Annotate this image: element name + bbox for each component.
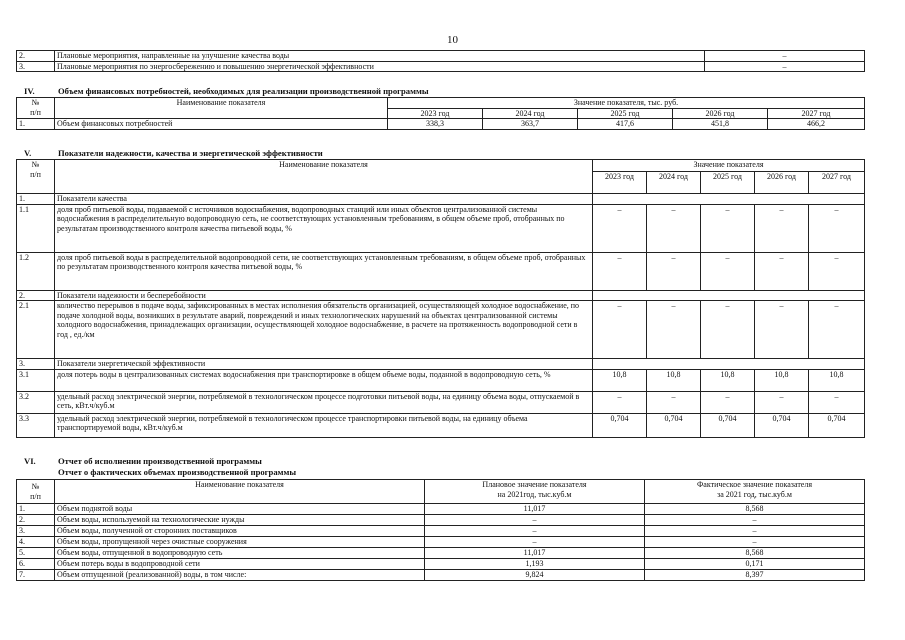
group-spacer: [593, 194, 865, 205]
header-num: № п/п: [17, 160, 55, 194]
row-fact: –: [645, 537, 865, 548]
header-row: [17, 480, 865, 504]
row-value: 0,704: [701, 413, 755, 437]
section6-title: Отчет об исполнении производственной программы: [58, 456, 262, 466]
row-value: –: [593, 301, 647, 359]
row-value: –: [701, 204, 755, 252]
row-number: 1.: [17, 119, 55, 130]
row-plan: 11,017: [425, 504, 645, 515]
table-row: [17, 61, 865, 72]
table-row: [17, 570, 865, 581]
header-name: Наименование показателя: [55, 160, 593, 194]
row-name: Объем воды, пропущенной через очистные сооружения: [55, 537, 425, 548]
row-name: Плановые мероприятия, направленные на улучшение качества воды: [55, 51, 705, 62]
row-value: –: [647, 252, 701, 290]
row-number: 3.2: [17, 391, 55, 413]
row-value: 10,8: [809, 369, 865, 391]
table-top-continuation: [16, 50, 865, 72]
group-name: Показатели энергетической эффективности: [55, 359, 593, 370]
row-number: 2.1: [17, 301, 55, 359]
row-name: Объем поднятой воды: [55, 504, 425, 515]
header-year: 2023 год: [593, 172, 647, 194]
row-value: –: [647, 204, 701, 252]
row-fact: 8,397: [645, 570, 865, 581]
row-name: Объем финансовых потребностей: [55, 119, 388, 130]
row-fact: –: [645, 515, 865, 526]
row-number: 2.: [17, 51, 55, 62]
section5-heading: V. Показатели надежности, качества и энергетической эффективности: [24, 148, 323, 158]
row-value: 338,3: [388, 119, 483, 130]
row-number: 2.: [17, 290, 55, 301]
row-value: 10,8: [755, 369, 809, 391]
row-plan: –: [425, 537, 645, 548]
row-value: –: [705, 51, 865, 62]
header-year: 2025 год: [701, 172, 755, 194]
row-value: 10,8: [593, 369, 647, 391]
header-year: 2026 год: [755, 172, 809, 194]
row-value: –: [701, 252, 755, 290]
row-value: –: [647, 391, 701, 413]
row-number: 3.: [17, 526, 55, 537]
header-fact: Фактическое значение показателя за 2021 год, тыс.куб.м: [645, 480, 865, 504]
row-plan: 1,193: [425, 559, 645, 570]
section6-subtitle: Отчет о фактических объемах производственной программы: [58, 467, 297, 477]
row-fact: –: [645, 526, 865, 537]
header-year: 2026 год: [673, 108, 768, 119]
group-name: Показатели качества: [55, 194, 593, 205]
row-value: 417,6: [578, 119, 673, 130]
row-value: –: [593, 252, 647, 290]
row-plan: –: [425, 526, 645, 537]
group-row: [17, 290, 865, 301]
row-value: 466,2: [768, 119, 865, 130]
row-number: 3.1: [17, 369, 55, 391]
header-year: 2027 год: [809, 172, 865, 194]
row-value: 0,704: [809, 413, 865, 437]
header-name: Наименование показателя: [55, 480, 425, 504]
section6-heading: VI. Отчет об исполнении производственной программы: [24, 456, 262, 466]
row-value: 0,704: [647, 413, 701, 437]
row-value: –: [755, 252, 809, 290]
row-value: –: [593, 204, 647, 252]
row-plan: 11,017: [425, 548, 645, 559]
row-value: 451,8: [673, 119, 768, 130]
row-name: доля проб питьевой воды в распределительной водопроводной сети, не соответствующих установленным требованиям, в общем объеме проб, отобранных по результатам производственного контроля качества питьевой воды, %: [55, 252, 593, 290]
header-year: 2023 год: [388, 108, 483, 119]
header-year: 2025 год: [578, 108, 673, 119]
section5-title: Показатели надежности, качества и энергетической эффективности: [58, 148, 323, 158]
row-plan: 9,824: [425, 570, 645, 581]
page-number: 10: [447, 34, 458, 46]
row-name: количество перерывов в подаче воды, зафиксированных в местах исполнения обязательств организацией, осуществляющей холодное водоснабжение, по подаче холодной воды, возникших в результате аварий, повреждений и иных технологических нарушений на объектах централизованной системы холодного водоснабжения, принадлежащих организации, осуществляющей холодное водоснабжение, в расчете на протяженность водопроводной сети в год , ед./км: [55, 301, 593, 359]
row-plan: –: [425, 515, 645, 526]
row-fact: 8,568: [645, 548, 865, 559]
group-name: Показатели надежности и бесперебойности: [55, 290, 593, 301]
section4-heading: IV. Объем финансовых потребностей, необходимых для реализации производственной программы: [24, 86, 429, 96]
row-number: 3.: [17, 61, 55, 72]
row-value: –: [809, 301, 865, 359]
row-name: Плановые мероприятия по энергосбережению и повышению энергетической эффективности: [55, 61, 705, 72]
row-value: –: [705, 61, 865, 72]
row-number: 2.: [17, 515, 55, 526]
row-name: Объем отпущенной (реализованной) воды, в том числе:: [55, 570, 425, 581]
row-name: доля потерь воды в централизованных системах водоснабжения при транспортировке в общем объеме воды, поданной в водопроводную сеть, %: [55, 369, 593, 391]
row-number: 7.: [17, 570, 55, 581]
header-num: № п/п: [17, 98, 55, 119]
header-year: 2024 год: [483, 108, 578, 119]
table-row: [17, 204, 865, 252]
row-name: удельный расход электрической энергии, потребляемой в технологическом процессе транспортировки питьевой воды, на единицу объема транспортируемой воды, кВт.ч/куб.м: [55, 413, 593, 437]
row-value: –: [809, 391, 865, 413]
row-number: 1.2: [17, 252, 55, 290]
table-row: [17, 369, 865, 391]
group-spacer: [593, 359, 865, 370]
row-number: 3.3: [17, 413, 55, 437]
row-value: –: [755, 391, 809, 413]
header-name: Наименование показателя: [55, 98, 388, 119]
table-row: [17, 119, 865, 130]
row-name: Объем воды, отпущенной в водопроводную сеть: [55, 548, 425, 559]
header-row: [17, 160, 865, 172]
group-row: [17, 359, 865, 370]
group-spacer: [593, 290, 865, 301]
row-value: 10,8: [701, 369, 755, 391]
row-value: –: [593, 391, 647, 413]
table-row: [17, 504, 865, 515]
header-year: 2027 год: [768, 108, 865, 119]
row-value: 0,704: [593, 413, 647, 437]
row-number: 1.: [17, 194, 55, 205]
row-name: Объем воды, полученной от сторонних поставщиков: [55, 526, 425, 537]
table-row: [17, 537, 865, 548]
row-value: 363,7: [483, 119, 578, 130]
row-number: 1.: [17, 504, 55, 515]
row-number: 4.: [17, 537, 55, 548]
row-name: Объем потерь воды в водопроводной сети: [55, 559, 425, 570]
row-name: доля проб питьевой воды, подаваемой с источников водоснабжения, водопроводных станций или иных объектов централизованной системы водоснабжения в распределительную водопроводную сеть, не соответствующих установленным требованиям, в общем объеме проб, отобранных по результатам производственного контроля качества питьевой воды, %: [55, 204, 593, 252]
table-row: [17, 252, 865, 290]
row-value: –: [701, 301, 755, 359]
row-value: –: [755, 204, 809, 252]
row-value: –: [809, 252, 865, 290]
table-row: [17, 391, 865, 413]
group-row: [17, 194, 865, 205]
row-number: 3.: [17, 359, 55, 370]
row-value: 10,8: [647, 369, 701, 391]
table-financial-needs: [16, 97, 865, 130]
table-row: [17, 526, 865, 537]
header-num: № п/п: [17, 480, 55, 504]
row-value: 0,704: [755, 413, 809, 437]
row-value: –: [755, 301, 809, 359]
row-number: 1.1: [17, 204, 55, 252]
header-year: 2024 год: [647, 172, 701, 194]
row-value: –: [809, 204, 865, 252]
row-name: Объем воды, используемой на технологические нужды: [55, 515, 425, 526]
table-row: [17, 413, 865, 437]
header-row: [17, 98, 865, 109]
row-fact: 0,171: [645, 559, 865, 570]
row-value: –: [701, 391, 755, 413]
table-row: [17, 548, 865, 559]
table-row: [17, 515, 865, 526]
row-fact: 8,568: [645, 504, 865, 515]
table-row: [17, 51, 865, 62]
row-number: 5.: [17, 548, 55, 559]
row-name: удельный расход электрической энергии, потребляемой в технологическом процессе подготовки питьевой воды, на единицу объема воды, отпускаемой в сеть, кВт.ч/куб.м: [55, 391, 593, 413]
header-value: Значение показателя, тыс. руб.: [388, 98, 865, 109]
row-value: –: [647, 301, 701, 359]
section4-title: Объем финансовых потребностей, необходимых для реализации производственной программы: [58, 86, 429, 96]
header-plan: Плановое значение показателя на 2021год, тыс.куб.м: [425, 480, 645, 504]
table-row: [17, 301, 865, 359]
table-production-report: [16, 479, 865, 581]
header-value: Значение показателя: [593, 160, 865, 172]
table-reliability-indicators: [16, 159, 865, 438]
row-number: 6.: [17, 559, 55, 570]
table-row: [17, 559, 865, 570]
